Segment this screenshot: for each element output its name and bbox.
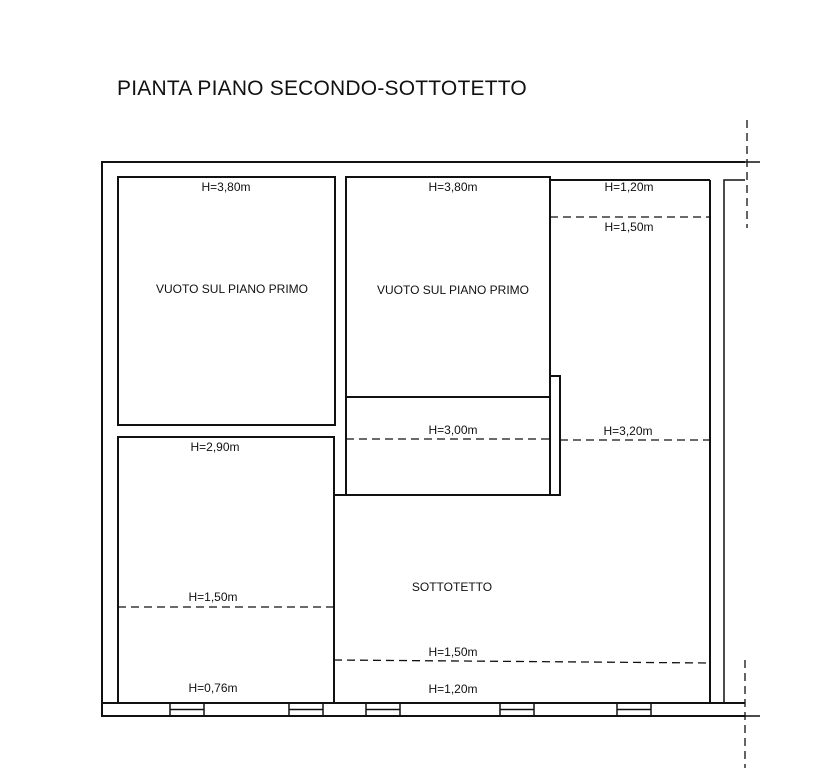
center-mid-block xyxy=(335,376,560,495)
height-label: H=2,90m xyxy=(190,440,240,454)
right-zone xyxy=(550,180,710,440)
room-label: VUOTO SUL PIANO PRIMO xyxy=(376,283,530,297)
height-label: H=3,00m xyxy=(428,423,478,437)
height-label: H=1,20m xyxy=(604,180,654,194)
height-label: H=1,50m xyxy=(188,590,238,604)
height-label: H=1,20m xyxy=(428,682,478,696)
height-label: H=1,50m xyxy=(604,220,654,234)
height-label: H=1,50m xyxy=(428,645,478,659)
room-void-left xyxy=(118,177,335,425)
room-height-label: H=3,80m xyxy=(201,180,251,194)
room-void-center xyxy=(346,177,550,396)
height-label: H=3,20m xyxy=(603,424,653,438)
room-label: VUOTO SUL PIANO PRIMO xyxy=(155,282,309,296)
room-label: SOTTOTETTO xyxy=(411,580,493,594)
bottom-windows xyxy=(170,703,651,716)
room-attic xyxy=(334,580,710,696)
plan-title: PIANTA PIANO SECONDO-SOTTOTETTO xyxy=(117,77,527,100)
height-label: H=0,76m xyxy=(188,681,238,695)
room-height-label: H=3,80m xyxy=(428,180,478,194)
room-left-lower xyxy=(118,437,334,703)
